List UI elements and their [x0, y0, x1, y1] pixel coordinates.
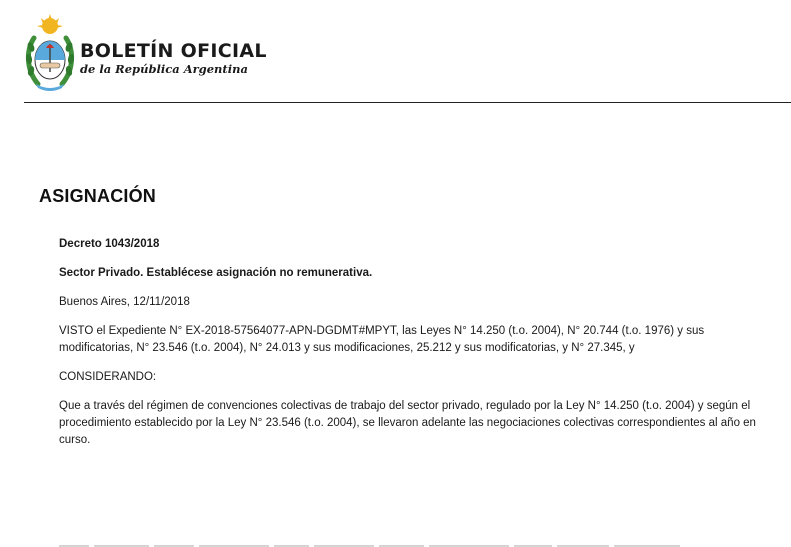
site-subtitle: de la República Argentina [80, 62, 248, 76]
site-title: BOLETÍN OFICIAL [80, 40, 267, 62]
decree-number: Decreto 1043/2018 [59, 238, 160, 250]
argentina-coat-of-arms-icon [24, 14, 76, 92]
visto-paragraph: VISTO el Expediente N° EX-2018-57564077-APN-DGDMT#MPYT, las Leyes N° 14.250 (t.o. 2004), N° 20.744 (t.o. 1976) y sus modificatorias, N° 23.546 (t.o. 2004), N° 24.013 y sus modificaciones, 25.212 y sus modificatorias, y N° 27.345, y [59, 325, 705, 354]
header-divider [24, 102, 791, 103]
brand-block [80, 41, 267, 76]
place-date: Buenos Aires, 12/11/2018 [59, 296, 190, 308]
page-header [24, 14, 791, 104]
considerando-heading: CONSIDERANDO: [59, 371, 157, 383]
decree-summary: Sector Privado. Establécese asignación no remunerativa. [59, 267, 373, 279]
section-title: ASIGNACIÓN [39, 186, 157, 206]
considerando-paragraph: Que a través del régimen de convenciones colectivas de trabajo del sector privado, regulado por la Ley N° 14.250 (t.o. 2004) y según el procedimiento establecido por la Ley N° 23.546 (t.o. 2004), se llevaron adelante las negociaciones colectivas correspondientes al año en curso. [59, 400, 756, 446]
document-body [59, 236, 779, 461]
faded-text-line [59, 537, 774, 547]
